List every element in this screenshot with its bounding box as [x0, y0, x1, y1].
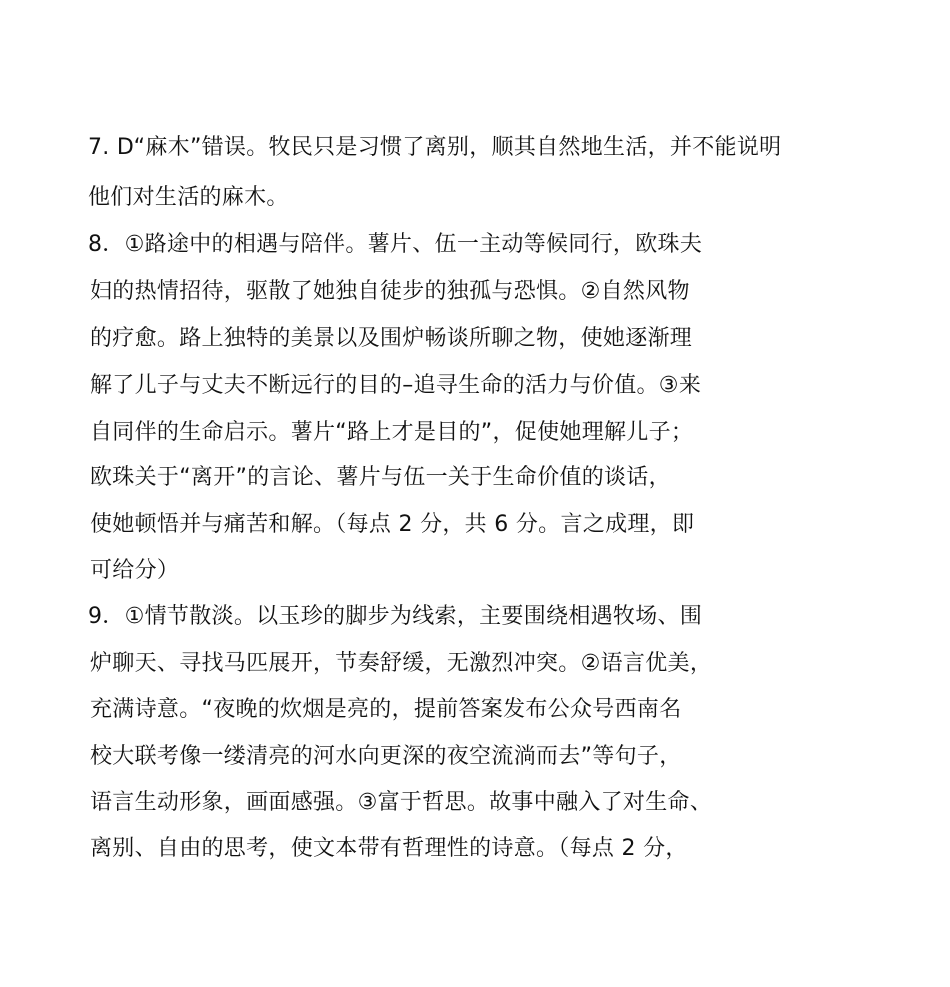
answer-7-line-2: 他们对生活的麻木。	[88, 185, 289, 210]
answer-9-line-2: 炉聊天、寻找马匹展开，节奏舒缓，无激烈冲突。②语言优美，	[90, 651, 713, 676]
answer-9-line-6: 离别、自由的思考，使文本带有哲理性的诗意。（每点 2 分，	[90, 836, 688, 861]
answer-8-line-4: 解了儿子与丈夫不断远行的目的–追寻生命的活力与价值。③来	[90, 373, 702, 398]
answer-8-line-2: 妇的热情招待，驱散了她独自徒步的独孤与恐惧。②自然风物	[90, 279, 690, 304]
answer-9-line-4: 校大联考像一缕清亮的河水向更深的夜空流淌而去”等句子，	[90, 744, 682, 769]
answer-8-line-1: 8．①路途中的相遇与陪伴。薯片、伍一主动等候同行，欧珠夫	[88, 232, 703, 257]
answer-8-line-3: 的疗愈。路上独特的美景以及围炉畅谈所聊之物，使她逐渐理	[90, 326, 693, 351]
answer-8-line-5: 自同伴的生命启示。薯片“路上才是目的”，促使她理解儿子；	[90, 420, 694, 445]
answer-8-line-6: 欧珠关于“离开”的言论、薯片与伍一关于生命价值的谈话，	[90, 465, 671, 490]
answer-9-line-5: 语言生动形象，画面感强。③富于哲思。故事中融入了对生命、	[90, 790, 713, 815]
answer-9-line-3: 充满诗意。“夜晚的炊烟是亮的，提前答案发布公众号西南名	[90, 697, 682, 722]
answer-8-line-7: 使她顿悟并与痛苦和解。（每点 2 分，共 6 分。言之成理，即	[90, 512, 695, 537]
answer-9-line-1: 9．①情节散淡。以玉珍的脚步为线索，主要围绕相遇牧场、围	[88, 604, 703, 629]
answer-7-line-1: 7. D“麻木”错误。牧民只是习惯了离别，顺其自然地生活，并不能说明	[88, 135, 782, 160]
answer-8-line-8: 可给分）	[90, 558, 180, 583]
